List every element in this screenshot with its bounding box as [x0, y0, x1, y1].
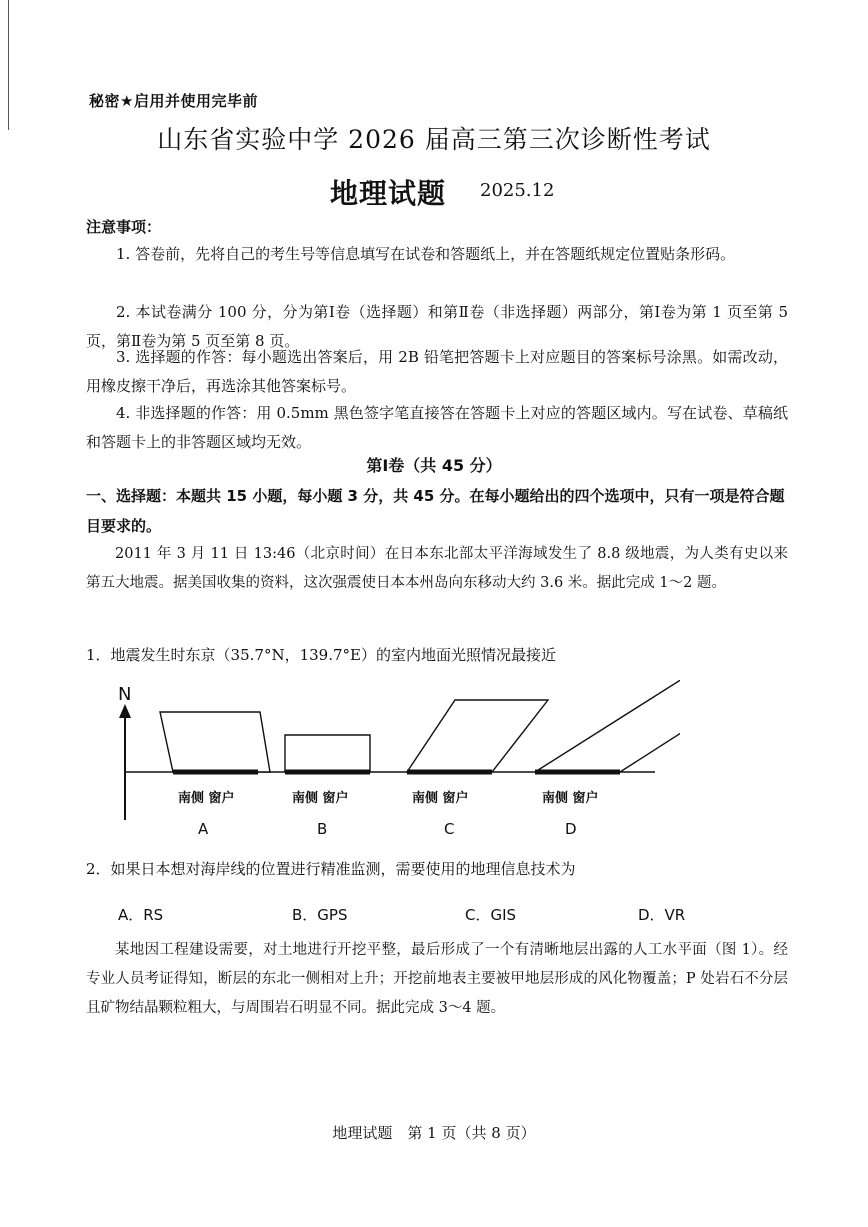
light-patch-c: [407, 700, 548, 772]
option-letter-b: B: [317, 820, 328, 838]
panel-label-b: 南侧 窗户: [292, 791, 349, 806]
notice-item-2: 2. 本试卷满分 100 分，分为第Ⅰ卷（选择题）和第Ⅱ卷（非选择题）两部分，第Ⅰ卷为第 1 页至第 5 页，第Ⅱ卷为第 5 页至第 8 页。: [86, 303, 788, 350]
question-1-stem: 1．地震发生时东京（35.7°N，139.7°E）的室内地面光照情况最接近: [86, 646, 556, 664]
question-2-stem: 2．如果日本想对海岸线的位置进行精准监测，需要使用的地理信息技术为: [86, 860, 576, 878]
exam-date: 2025.12: [480, 180, 555, 201]
q2-option-d: D．VR: [638, 906, 686, 924]
material-fault: 某地因工程建设需要，对土地进行开挖平整，最后形成了一个有清晰地层出露的人工水平面（图 1）。经专业人员考证得知，断层的东北一侧相对上升；开挖前地表主要被甲地层形成的风化物覆盖；P 处岩石不分层且矿物结晶颗粒粗大，与周围岩石明显不同。据此完成 3～4 题。: [86, 942, 788, 1016]
north-arrow-head-icon: [119, 704, 131, 718]
notice-item-1: 1. 答卷前，先将自己的考生号等信息填写在试卷和答题纸上，并在答题纸规定位置贴条形码。: [116, 245, 736, 263]
panel-label-d: 南侧 窗户: [542, 791, 599, 806]
panel-label-c: 南侧 窗户: [412, 791, 469, 806]
page-footer: 地理试题 第 1 页（共 8 页）: [332, 1124, 536, 1142]
light-ray-d-right: [620, 692, 680, 772]
scan-edge-line: [8, 0, 9, 130]
section-title: 第Ⅰ卷（共 45 分）: [366, 456, 502, 475]
q2-option-a: A．RS: [118, 906, 164, 924]
light-patch-b: [285, 735, 370, 772]
light-patch-a: [160, 712, 270, 772]
material-earthquake: 2011 年 3 月 11 日 13:46（北京时间）在日本东北部太平洋海域发生了 8.8 级地震，为人类有史以来第五大地震。据美国收集的资料，这次强震使日本本州岛向东移动大约 3.6 米。据此完成 1～2 题。: [86, 546, 788, 591]
north-label: N: [118, 684, 132, 705]
option-letter-a: A: [198, 820, 209, 838]
question-1-figure: [100, 680, 680, 840]
exam-title: 山东省实验中学 2026 届高三第三次诊断性考试: [157, 125, 711, 154]
light-ray-d-left: [535, 680, 680, 772]
notice-item-4: 4. 非选择题的作答：用 0.5mm 黑色签字笔直接答在答题卡上对应的答题区域内。写在试卷、草稿纸和答题卡上的非答题区域均无效。: [86, 404, 788, 451]
panel-label-a: 南侧 窗户: [178, 791, 235, 806]
option-letter-c: C: [444, 820, 455, 838]
subject-title: 地理试题: [330, 177, 447, 210]
section-instruction: 一、选择题：本题共 15 小题，每小题 3 分，共 45 分。在每小题给出的四个选项中，只有一项是符合题目要求的。: [86, 487, 785, 535]
q2-option-c: C．GIS: [465, 906, 517, 924]
notice-item-3: 3. 选择题的作答：每小题选出答案后，用 2B 铅笔把答题卡上对应题目的答案标号涂黑。如需改动，用橡皮擦干净后，再选涂其他答案标号。: [86, 348, 788, 395]
confidential-mark: 秘密★启用并使用完毕前: [89, 92, 258, 110]
notice-heading: 注意事项：: [86, 218, 162, 236]
q2-option-b: B．GPS: [292, 906, 348, 924]
option-letter-d: D: [565, 820, 577, 838]
